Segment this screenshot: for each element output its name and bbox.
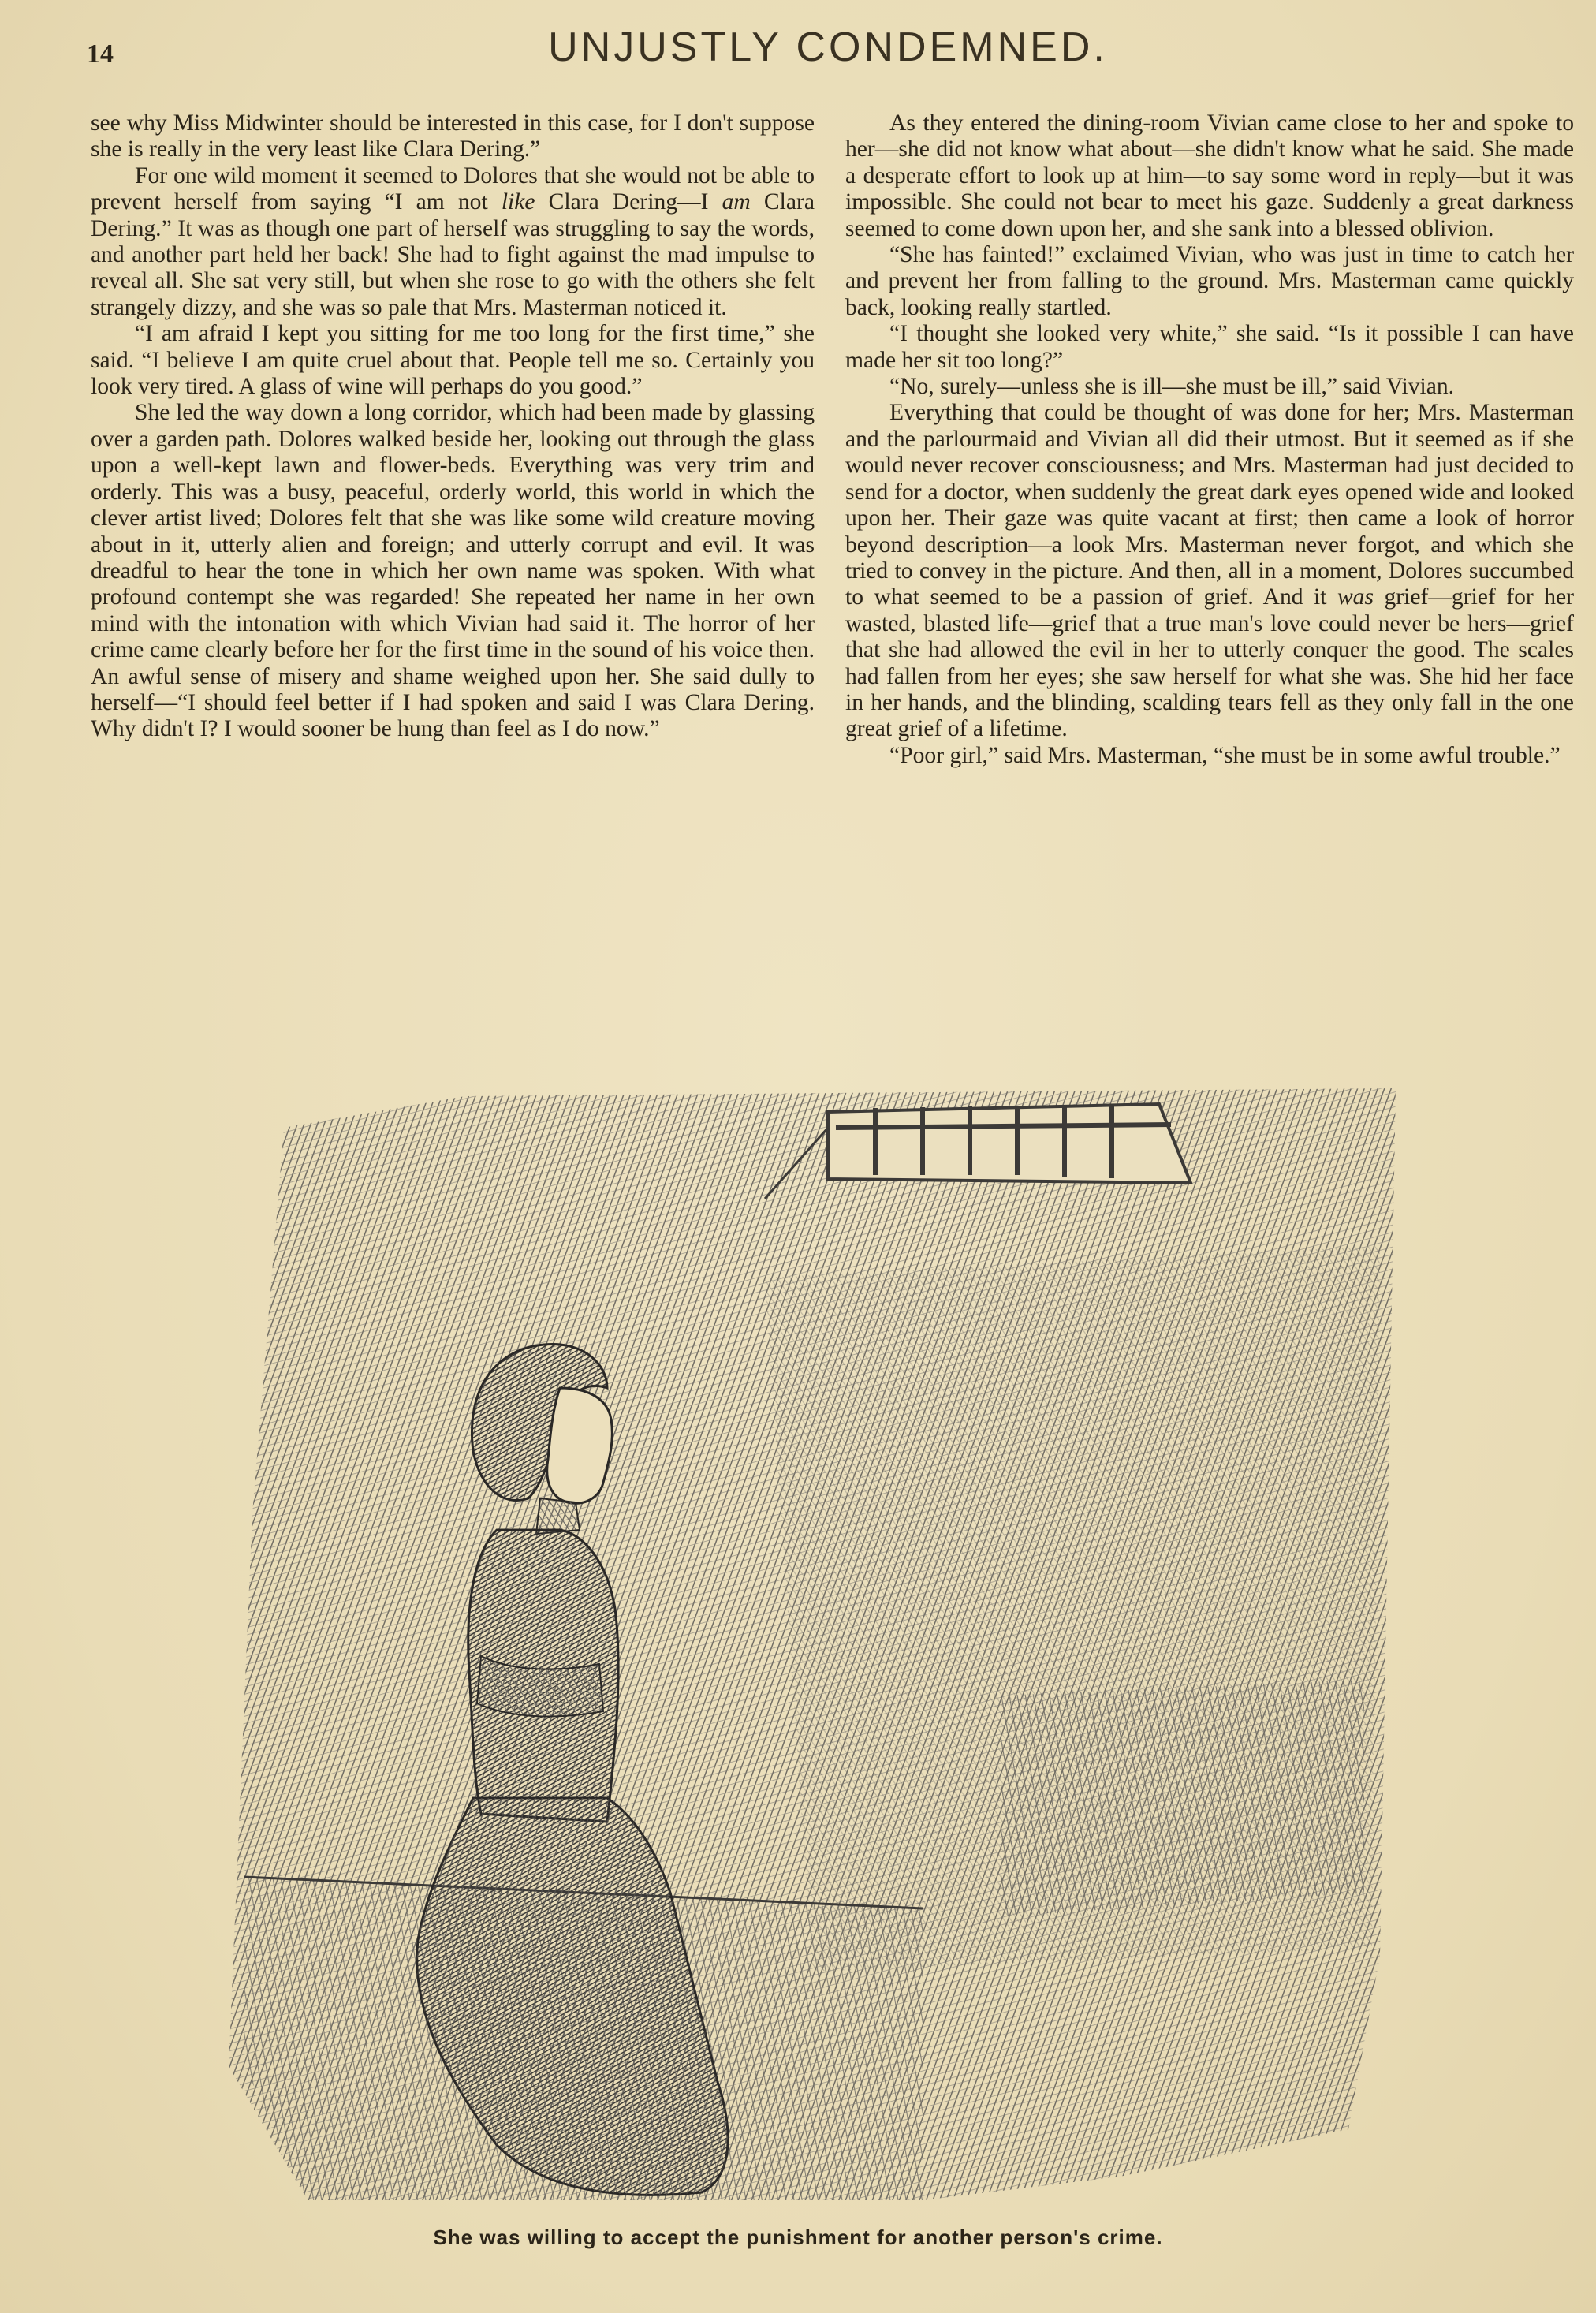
paragraph: As they entered the dining-room Vivian came close to her and spoke to her—she did not know what about—she didn't know what he said. She made a desperate effort to look up at him—to say some word in reply—but it was impossible. She could not bear to meet his gaze. Suddenly a great darkness seemed to come down upon her, and she sank into a blessed oblivion.	[845, 110, 1574, 241]
text-run: Everything that could be thought of was done for her; Mrs. Masterman and the parlourmaid and Vivian all did their utmost. But it seemed as if she would never recover consciousness; and Mrs. Masterman had just decided to send for a doctor, when suddenly the great dark eyes opened wide and looked upon her. Their gaze was quite vacant at first; then came a look of horror beyond description—a look Mrs. Masterman never forgot, and which she tried to convey in the picture. And then, all in a moment, Dolores succumbed to what seemed to be a passion of grief. And it	[845, 400, 1574, 610]
illustration-caption: She was willing to accept the punishment for another person's crime.	[433, 2225, 1163, 2249]
left-text-column	[91, 110, 815, 743]
text-run: Clara Dering—I	[535, 189, 722, 215]
page-number: 14	[87, 39, 114, 69]
paragraph	[91, 163, 815, 321]
paragraph: “She has fainted!” exclaimed Vivian, who was just in time to catch her and prevent her from falling to the ground. Mrs. Masterman came quickly back, looking really startled.	[845, 242, 1574, 320]
italic-run: like	[501, 189, 535, 215]
italic-run: was	[1337, 584, 1374, 610]
text-run: Clara Dering.” It was as though one part of herself was struggling to say the words, and another part held her back! She had to fight against the mad impulse to reveal all. She sat very still, but when she rose to go with the others she felt strangely dizzy, and she was so pale that Mrs. Masterman noticed it.	[91, 189, 815, 320]
paragraph: see why Miss Midwinter should be interested in this case, for I don't suppose she is really in the very least like Clara Dering.”	[91, 110, 815, 162]
paragraph: “Poor girl,” said Mrs. Masterman, “she must be in some awful trouble.”	[889, 742, 1561, 768]
paragraph: She led the way down a long corridor, which had been made by glassing over a garden path. Dolores walked beside her, looking out through the glass upon a well-kept lawn and flower-beds. Everything was very trim and orderly. This was a busy, peaceful, orderly world, this world in which the clever artist lived; Dolores felt that she was like some wild creature moving about in it, utterly alien and foreign; and utterly corrupt and evil. It was dreadful to hear the tone in which her own name was spoken. With what profound contempt she was regarded! She repeated her name in her own mind with the intonation with which Vivian had said it. The horror of her crime came clearly before her for the first time in the sound of his voice then. An awful sense of misery and shame weighed upon her. She said dully to herself—“I should feel better if I had spoken and said I was Clara Dering. Why didn't I? I would sooner be hung than feel as I do now.”	[91, 400, 815, 742]
engraving-illustration	[213, 1041, 1411, 2216]
paragraph	[845, 400, 1574, 742]
right-text-column	[845, 110, 1574, 769]
paragraph: “I am afraid I kept you sitting for me too long for the first time,” she said. “I believe I am quite cruel about that. People tell me so. Certainly you look very tired. A glass of wine will perhaps do you good.”	[91, 321, 815, 400]
page-header	[87, 24, 1569, 79]
paragraph: “No, surely—unless she is ill—she must be ill,” said Vivian.	[889, 374, 1455, 400]
text-run: grief—grief for her wasted, blasted life—grief that a true man's love could never be hers—grief that she had allowed the evil in her to utterly conquer the good. The scales had fallen from her eyes; she saw herself for what she was. She hid her face in her hands, and the blinding, scalding tears fell as they only fall in the one great grief of a lifetime.	[845, 584, 1575, 742]
text-run: For one wild moment it seemed to Dolores that she would not be able to prevent herself from saying “I am not	[91, 162, 815, 215]
italic-run: am	[722, 189, 751, 215]
running-title: UNJUSTLY CONDEMNED.	[548, 24, 1108, 70]
paragraph: “I thought she looked very white,” she said. “Is it possible I can have made her sit too long?”	[845, 321, 1574, 373]
